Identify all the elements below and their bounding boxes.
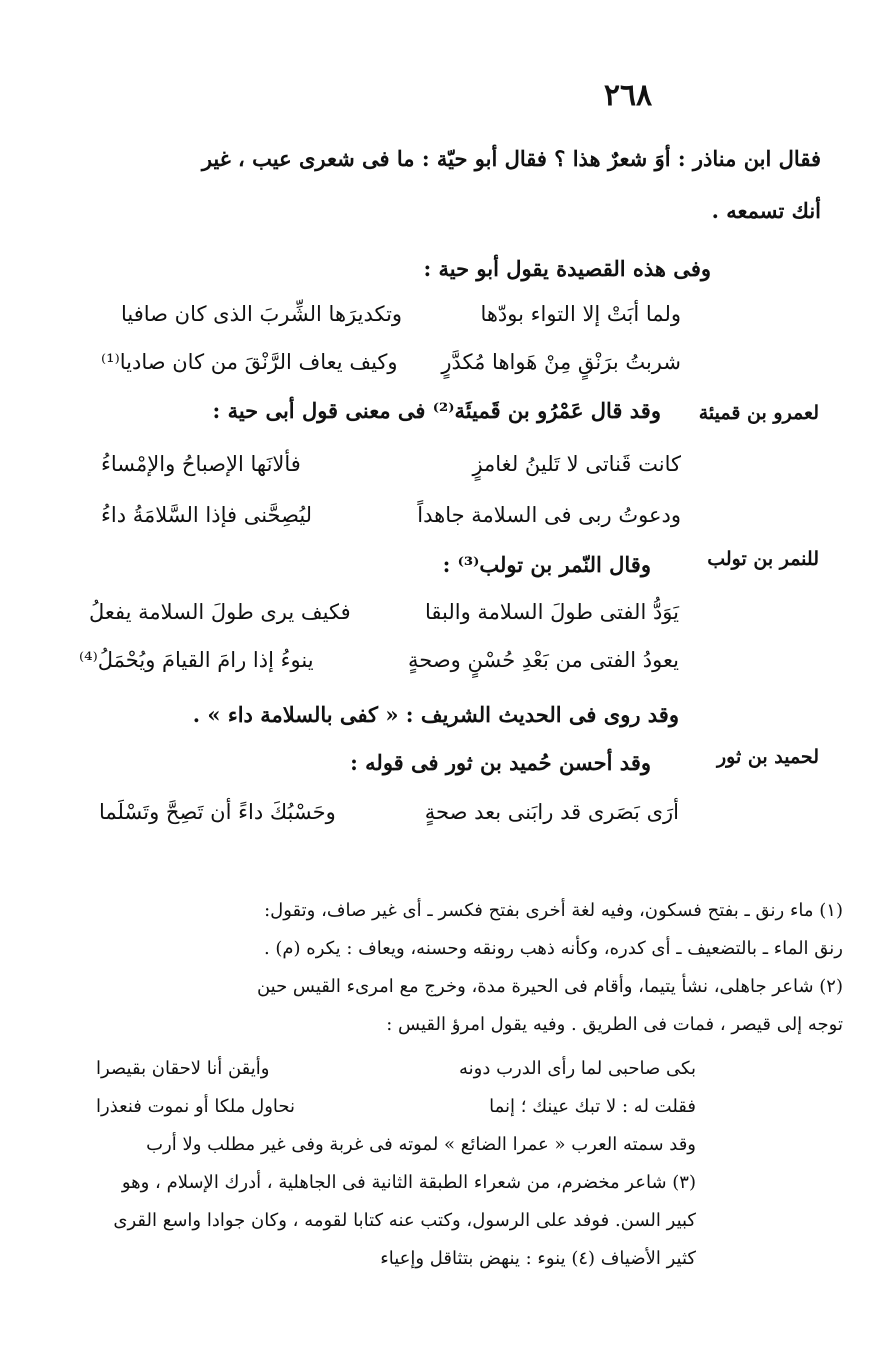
footnote-2-line-3: وقد سمته العرب « عمرا الضائع » لموته فى غربة وفى غير مطلب ولا أرب	[146, 1134, 696, 1155]
verse-first-hemistich: شربتُ برَنْقٍ مِنْ هَواها مُكدَّرٍ	[441, 350, 681, 374]
paragraph-line-2: أنك تسمعه .	[711, 198, 821, 223]
verse-second-hemistich: فألانَها الإصباحُ والإمْساءُ	[101, 452, 301, 476]
footnote-4-line: كثير الأضياف (٤) ينوء : ينهض بتثاقل وإعياء	[380, 1248, 696, 1269]
footnote-verse-first-hemistich: بكى صاحبى لما رأى الدرب دونه	[459, 1058, 696, 1079]
margin-note-amr: لعمرو بن قميئة	[698, 402, 819, 424]
hadith-line: وقد روى فى الحديث الشريف : « كفى بالسلامة داء » .	[192, 702, 679, 727]
margin-note-humaid: لحميد بن ثور	[716, 746, 819, 768]
footnote-3-line-2: كبير السن. فوفد على الرسول، وكتب عنه كتابا لقومه ، وكان جوادا واسع القرى	[113, 1210, 696, 1231]
verse-first-hemistich: يَوَدُّ الفتى طولَ السلامة والبقا	[425, 600, 679, 624]
verse-line	[121, 302, 681, 342]
verse-second-hemistich: ليُصِحَّنى فإذا السَّلامَةُ داءُ	[101, 503, 313, 527]
verse-line	[99, 800, 679, 840]
verse-first-hemistich: ولما أبَتْ إلا التواء بودّها	[480, 302, 681, 326]
intro-abu-hayya: وفى هذه القصيدة يقول أبو حية :	[423, 256, 711, 281]
footnote-2-line-1: (٢) شاعر جاهلى، نشأ يتيما، وأقام فى الحيرة مدة، وخرج مع امرىء القيس حين	[256, 976, 843, 997]
verse-second-hemistich: وكيف يعاف الرَّنْقَ من كان صاديا⁽¹⁾	[101, 350, 398, 374]
verse-first-hemistich: كانت قَناتى لا تَلينُ لغامزٍ	[472, 452, 681, 476]
verse-first-hemistich: يعودُ الفتى من بَعْدِ حُسْنٍ وصحةٍ	[408, 648, 679, 672]
intro-amr: وقد قال عَمْرُو بن قَميئَة⁽²⁾ فى معنى قول أبى حية :	[212, 398, 661, 423]
margin-note-namir: للنمر بن تولب	[707, 548, 819, 570]
verse-second-hemistich: فكيف يرى طولَ السلامة يفعلُ	[89, 600, 351, 624]
paragraph-line-1: فقال ابن مناذر : أوَ شعرٌ هذا ؟ فقال أبو حيّة : ما فى شعرى عيب ، غير	[201, 146, 821, 171]
footnote-verse-second-hemistich: وأيقن أنا لاحقان بقيصرا	[96, 1058, 270, 1079]
footnote-verse-second-hemistich: نحاول ملكا أو نموت فنعذرا	[96, 1096, 296, 1117]
footnote-2-line-2: توجه إلى قيصر ، فمات فى الطريق . وفيه يقول امرؤ القيس :	[386, 1014, 843, 1035]
verse-second-hemistich: وتكديرَها الشِّربَ الذى كان صافيا	[121, 302, 403, 326]
verse-line	[79, 648, 679, 688]
footnote-3-line-1: (٣) شاعر مخضرم، من شعراء الطبقة الثانية فى الجاهلية ، أدرك الإسلام ، وهو	[121, 1172, 696, 1193]
verse-first-hemistich: ودعوتُ ربى فى السلامة جاهداً	[417, 503, 681, 527]
intro-namir: وقال النّمر بن تولب⁽³⁾ :	[442, 552, 651, 577]
intro-humaid: وقد أحسن حُميد بن ثور فى قوله :	[350, 750, 651, 775]
verse-line	[101, 350, 681, 390]
verse-second-hemistich: وحَسْبُكَ داءً أن تَصِحَّ وتَسْلَما	[99, 800, 336, 824]
footnote-verse-first-hemistich: فقلت له : لا تبك عينك ؛ إنما	[489, 1096, 696, 1117]
verse-line	[89, 600, 679, 640]
verse-line	[101, 452, 681, 492]
page-number: ٢٦٨	[603, 78, 653, 113]
footnote-1-line-1: (١) ماء رنق ـ بفتح فسكون، وفيه لغة أخرى بفتح فكسر ـ أى غير صاف، وتقول:	[264, 900, 843, 921]
footnote-1-line-2: رنق الماء ـ بالتضعيف ـ أى كدره، وكأنه ذهب رونقه وحسنه، ويعاف : يكره (م) .	[263, 938, 843, 959]
verse-second-hemistich: ينوءُ إذا رامَ القيامَ ويُحْمَلُ⁽⁴⁾	[79, 648, 314, 672]
verse-line	[101, 503, 681, 543]
verse-first-hemistich: أرَى بَصَرى قد رابَنى بعد صحةٍ	[424, 800, 679, 824]
